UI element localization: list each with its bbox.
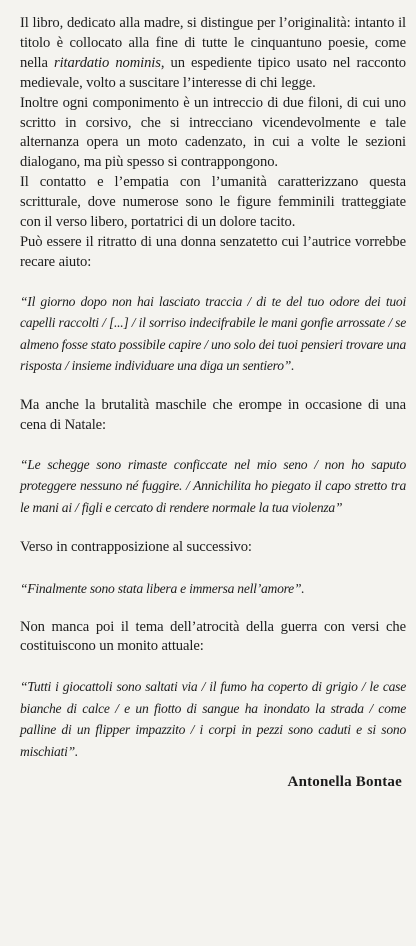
quote-war: “Tutti i giocattoli sono saltati via / il fumo ha coperto di grigio / le case bianche di calce / e un fiotto di sangue ha inondato la strada / come palline di un flipper impazzito / i corpi in pezzi sono caduti e si sono mischiati”. (20, 679, 406, 759)
paragraph-contrast: Verso in contrapposizione al successivo: (20, 539, 252, 556)
quote-homeless-woman: “Il giorno dopo non hai lasciato traccia / di te del tuo odore dei tuoi capelli raccolti / [...] / il sorriso indecifrabile le mani gonfie arrossate / se almeno fosse stato possibile capire / uno solo dei tuoi pensieri trovare una risposta / insieme individuare una diga un sentiero”. (20, 293, 406, 374)
author-signature: Antonella Bontae (287, 774, 402, 791)
quote-freedom: “Finalmente sono stata libera e immersa nell’amore”. (20, 581, 305, 596)
quote-christmas-dinner: “Le schegge sono rimaste conficcate nel mio seno / non ho saputo proteggere nessuno né fuggire. / Annichilita ho piegato il capo stretto tra le mani ai / figli e cercato di rendere normale la tua violenza” (20, 456, 406, 515)
paragraph-brutality: Ma anche la brutalità maschile che erompe in occasione di una cena di Natale: (20, 396, 406, 433)
paragraph-portrait: Può essere il ritratto di una donna senzatetto cui l’autrice vorrebbe recare aiuto: (20, 233, 406, 270)
paragraph-structure: Inoltre ogni componimento è un intreccio di due filoni, di cui uno scritto in corsivo, che si intrecciano vicendevolmente e tale alternanza opera un moto cadenzato, in cui a volte le sezioni dialogano, ma più spesso si contrappongono. (20, 94, 406, 171)
paragraph-intro: Il libro, dedicato alla madre, si distingue per l’originalità: intanto il titolo è collocato alla fine di tutte le cinquantuno poesie, come nella ritardatio nominis, un espediente tipico usato nel racconto medievale, volto a suscitare l’interesse di chi legge. (20, 15, 406, 91)
paragraph-war: Non manca poi il tema dell’atrocità della guerra con versi che costituiscono un monito attuale: (20, 618, 406, 655)
latin-term: ritardatio nominis (53, 54, 161, 71)
paragraph-empathy: Il contatto e l’empatia con l’umanità caratterizzano questa scritturale, dove numerose sono le figure femminili tratteggiate con il verso libero, portatrici di un dolore tacito. (20, 174, 406, 231)
